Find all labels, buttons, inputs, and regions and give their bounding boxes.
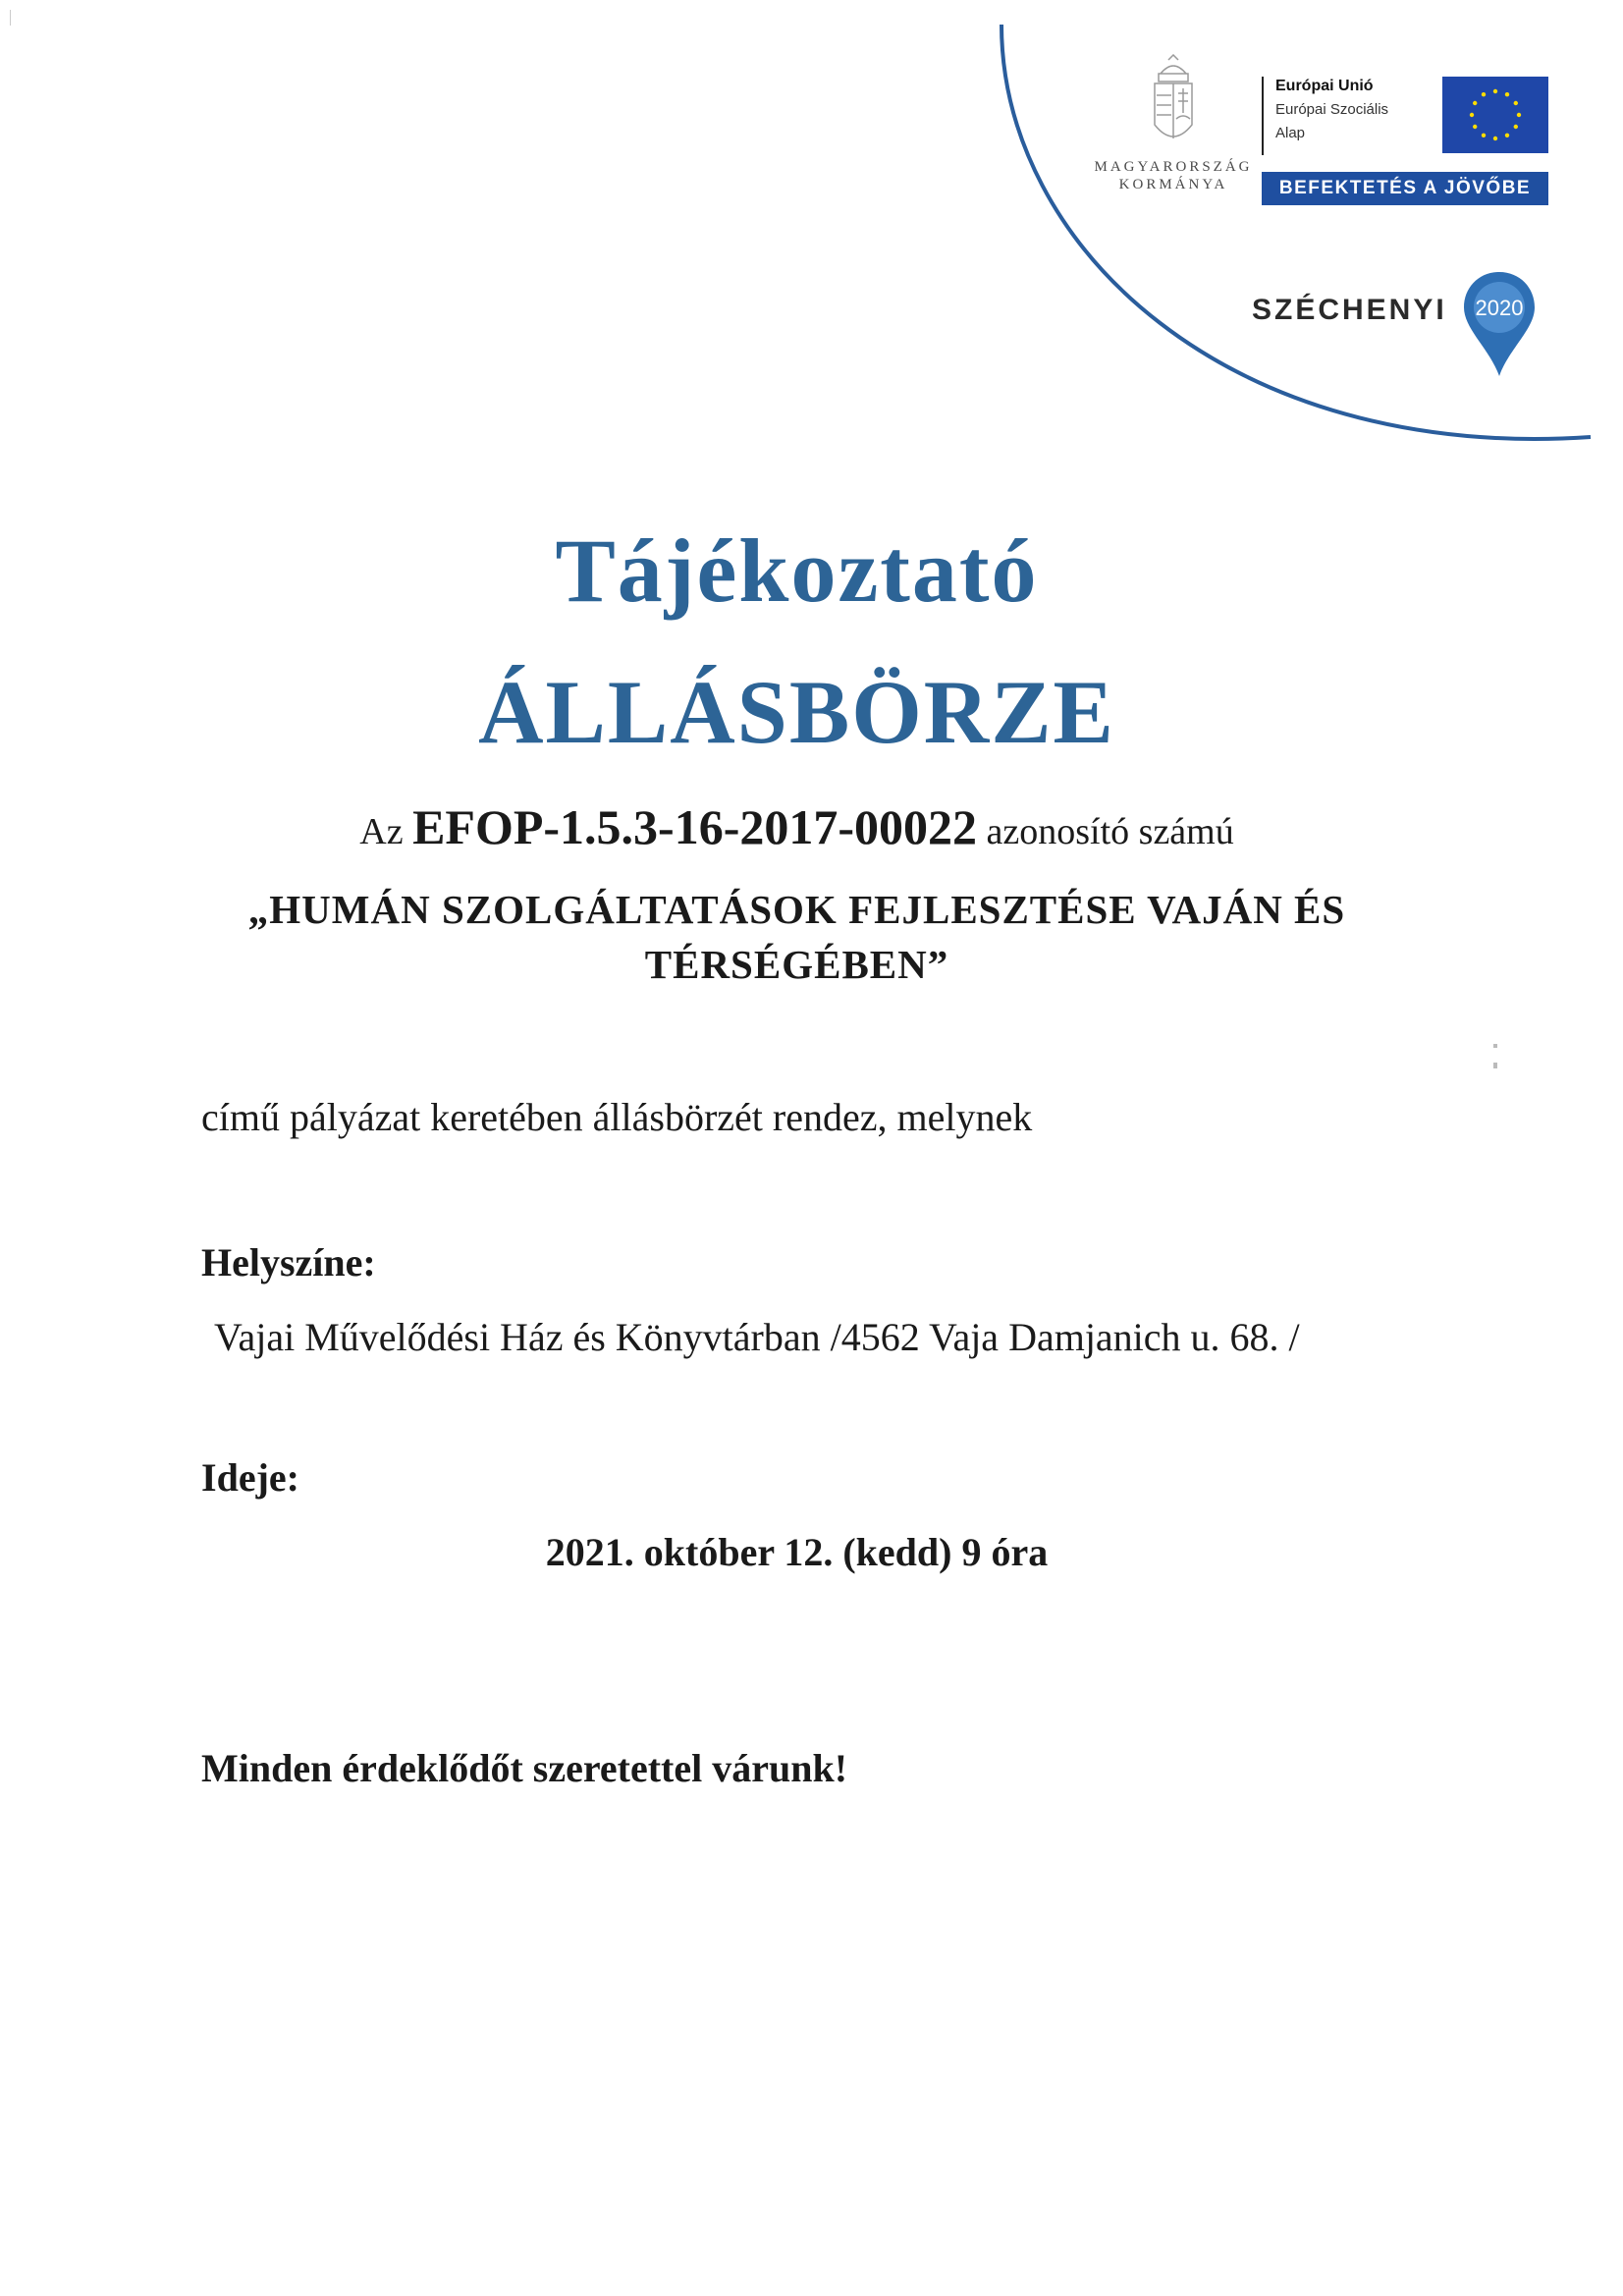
project-title: [0, 882, 1623, 992]
szechenyi-2020-logo: [1252, 270, 1586, 378]
hungarian-government-logo: [1090, 54, 1257, 221]
location-pin-icon: [1462, 270, 1537, 378]
scan-artifact-dot: [1493, 1044, 1497, 1048]
eu-logo-divider: [1262, 77, 1264, 155]
invest-in-future-banner: BEFEKTETÉS A JÖVŐBE: [1262, 172, 1548, 205]
date-value: 2021. október 12. (kedd) 9 óra: [545, 1530, 1049, 1574]
eu-fund-logo: [1262, 71, 1566, 218]
szechenyi-text: SZÉCHENYI: [1252, 294, 1447, 326]
closing-invitation: Minden érdeklődőt szeretettel várunk!: [201, 1746, 848, 1790]
venue-label: Helyszíne:: [201, 1240, 376, 1285]
document-title: Tájékoztató: [555, 520, 1039, 621]
project-identifier-line: [0, 795, 1623, 863]
project-code: EFOP-1.5.3-16-2017-00022: [412, 799, 978, 854]
szechenyi-year: 2020: [1475, 296, 1524, 320]
project-suffix: azonosító számú: [986, 811, 1234, 852]
eu-title: Európai Unió: [1275, 78, 1374, 94]
hungarian-crest-icon: [1139, 54, 1208, 152]
document-subtitle: ÁLLÁSBÖRZE: [478, 662, 1115, 762]
eu-subtitle-line1: Európai Szociális: [1275, 101, 1389, 118]
eu-subtitle-line2: Alap: [1275, 125, 1306, 141]
government-name-line2: KORMÁNYA: [1118, 177, 1228, 192]
venue-value: Vajai Művelődési Ház és Könyvtárban /4562 Vaja Damjanich u. 68. /: [214, 1315, 1300, 1359]
scan-artifact-dot: [1493, 1063, 1497, 1068]
intro-text: című pályázat keretében állásbörzét rendez, melynek: [201, 1095, 1033, 1139]
government-name-line1: MAGYARORSZÁG: [1094, 159, 1253, 175]
eu-flag-icon: [1442, 77, 1548, 153]
project-title-line2: TÉRSÉGÉBEN”: [644, 942, 949, 987]
project-prefix: Az: [359, 811, 404, 852]
scan-artifact-line: [10, 10, 11, 26]
project-title-line1: „HUMÁN SZOLGÁLTATÁSOK FEJLESZTÉSE VAJÁN ÉS: [247, 887, 1346, 932]
date-label: Ideje:: [201, 1455, 299, 1500]
